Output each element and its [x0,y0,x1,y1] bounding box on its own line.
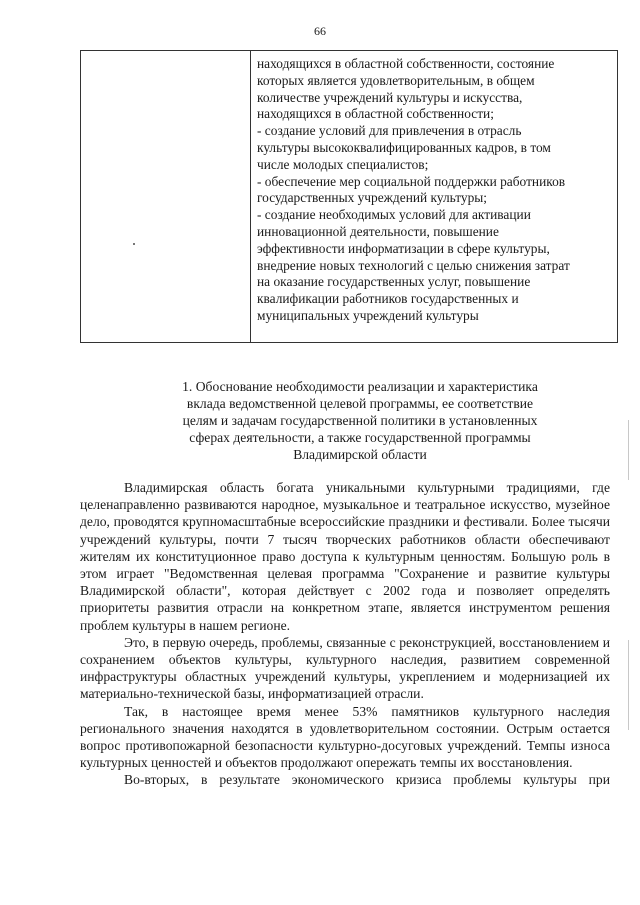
section-heading-line: вклада ведомственной целевой программы, ее соответствие [186,396,534,411]
paragraph: Это, в первую очередь, проблемы, связанные с реконструкцией, восстановлением и сохранением объектов культуры, культурного наследия, развитием современной инфраструктуры областных учреждений культуры, укреплением и модернизацией их материально-технической базы, информатизацией отрасли. [80,634,610,702]
table-left-cell [81,51,251,342]
section-heading [130,378,590,463]
table-cell-line: культуры высококвалифицированных кадров, в том [257,139,551,155]
table-cell-line: государственных учреждений культуры; [257,190,488,206]
paragraph: Так, в настоящее время менее 53% памятников культурного наследия регионального значения находятся в удовлетворительном состоянии. Острым остается вопрос противопожарной безопасности культурно-досуговых учреждений. Темпы износа культурных ценностей и объектов продолжают опережать темпы их восстановления. [80,703,610,771]
table-cell-line: находящихся в областной собственности; [257,106,494,122]
table-right-cell [251,51,617,342]
section-heading-line: целям и задачам государственной политики в установленных [182,413,538,428]
paragraph: Во-вторых, в результате экономического кризиса проблемы культуры при [124,772,610,788]
table-cell-line: находящихся в областной собственности, состояние [257,56,555,71]
table-cell-line: количестве учреждений культуры и искусства, [257,89,523,105]
table-cell-line: квалификации работников государственных и [257,291,519,307]
table-cell-line: инновационной деятельности, повышение [257,223,499,239]
table-cell-line: муниципальных учреждений культуры [257,307,479,323]
section-heading-line: 1. Обоснование необходимости реализации и характеристика [182,379,538,394]
page-number: 66 [314,24,326,38]
table-cell-line: эффективности информатизации в сфере культуры, [257,240,550,256]
scan-edge-mark [628,420,629,480]
paragraph: Владимирская область богата уникальными культурными традициями, где целенаправленно развиваются народное, музыкальное и театральное искусство, музейное дело, проводятся крупномасштабные всероссийские праздники и фестивали. Более тысячи учреждений культуры, почти 7 тысяч творческих работников области обеспечивают жителям их конституционное право доступа к культурным ценностям. Большую роль в этом играет "Ведомственная целевая программа "Сохранение и развитие культуры Владимирской области", которая действует с 2002 года и позволяет определять приоритеты развития отрасли на конкретном этапе, является инструментом решения проблем культуры в нашем регионе. [80,480,610,633]
table-cell-line: на оказание государственных услуг, повышение [257,274,531,290]
table-cell-line: - создание необходимых условий для активации [257,207,531,223]
table-cell-line: - создание условий для привлечения в отрасль [257,123,522,139]
section-heading-line: Владимирской области [293,447,427,462]
program-table [80,50,618,343]
table-cell-line: которых является удовлетворительным, в общем [257,72,535,88]
table-cell-line: - обеспечение мер социальной поддержки работников [257,173,566,189]
body-text [80,479,610,789]
section-heading-line: сферах деятельности, а также государственной программы [189,430,531,445]
scan-speck [133,243,135,245]
table-cell-line: внедрение новых технологий с целью снижения затрат [257,257,570,273]
scan-edge-mark [628,640,629,730]
table-cell-line: числе молодых специалистов; [257,156,429,172]
